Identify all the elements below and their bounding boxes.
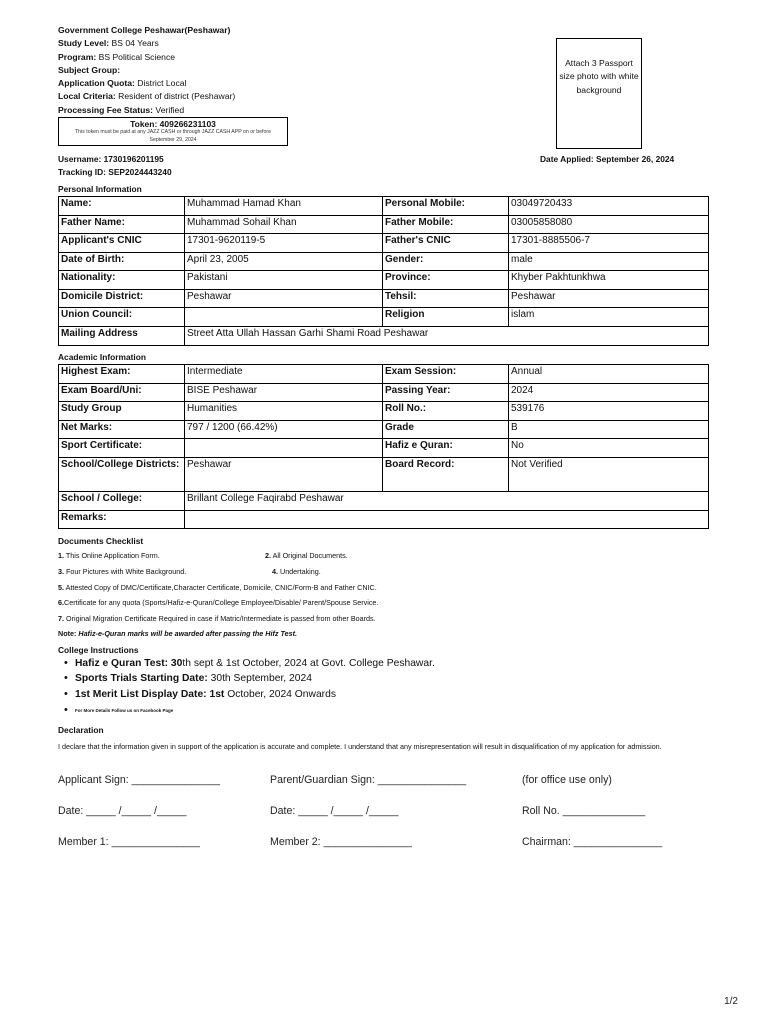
tracking-id: Tracking ID: SEP2024443240 [58,167,172,177]
cell-value: Peshawar [509,289,709,308]
cell-value: 797 / 1200 (66.42%) [185,420,383,439]
personal-info-title: Personal Information [58,184,142,194]
cell-value: Humanities [185,402,383,421]
cell-value: Not Verified [509,457,709,491]
table-row [59,491,709,510]
instruction-item: • 1st Merit List Display Date: 1st October, 2024 Onwards [75,688,336,701]
cell-value: 03049720433 [509,197,709,216]
cell-label: Father's CNIC [383,234,509,253]
cell-label: Nationality: [59,271,185,290]
cell-value: Annual [509,365,709,384]
cell-label: Passing Year: [383,383,509,402]
declaration-title: Declaration [58,725,104,735]
cell-label: Net Marks: [59,420,185,439]
school-college-value: Brillant College Faqirabd Peshawar [185,491,709,510]
table-row [59,420,709,439]
header-field-study-level: Study Level: BS 04 Years [58,38,159,49]
college-name: Government College Peshawar(Peshawar) [58,25,231,35]
cell-label: Father Name: [59,215,185,234]
cell-value: April 23, 2005 [185,252,383,271]
mailing-address-label: Mailing Address [59,326,185,345]
photo-placeholder: Attach 3 Passport size photo with white background [556,38,642,149]
cell-value: Peshawar [185,457,383,491]
cell-value: Intermediate [185,365,383,384]
cell-value: Khyber Pakhtunkhwa [509,271,709,290]
table-row [59,402,709,421]
declaration-text: I declare that the information given in support of the application is accurate and complete. I understand that any misrepresentation will result in disqualification of my application for admission. [58,742,662,751]
table-row [59,457,709,491]
table-row [59,197,709,216]
cell-value: 17301-9620119-5 [185,234,383,253]
checklist-item: 3. Four Pictures with White Background. [58,567,187,576]
school-college-label: School / College: [59,491,185,510]
cell-label: Sport Certificate: [59,439,185,458]
checklist-title: Documents Checklist [58,536,144,546]
cell-label: Applicant's CNIC [59,234,185,253]
cell-value: islam [509,308,709,327]
header-field-fee-status: Processing Fee Status: Verified [58,104,185,115]
cell-value: B [509,420,709,439]
cell-value [185,308,383,327]
table-row [59,365,709,384]
roll-no-line: Roll No. ______________ [522,805,646,817]
instructions-title: College Instructions [58,645,139,655]
checklist-item: 2. All Original Documents. [265,551,348,560]
cell-label: Personal Mobile: [383,197,509,216]
cell-label: Province: [383,271,509,290]
cell-value: BISE Peshawar [185,383,383,402]
username: Username: 1730196201195 [58,154,164,164]
cell-value: Peshawar [185,289,383,308]
cell-value: 03005858080 [509,215,709,234]
member1-line: Member 1: _______________ [58,836,200,848]
cell-label: Tehsil: [383,289,509,308]
header-field-program: Program: BS Political Science [58,51,176,62]
guardian-sign-line: Parent/Guardian Sign: _______________ [270,774,467,786]
remarks-value [185,510,709,528]
instruction-item: • Sports Trials Starting Date: 30th September, 2024 [75,672,312,685]
cell-label: School/College Districts: [59,457,185,491]
chairman-line: Chairman: _______________ [522,836,663,848]
cell-label: Hafiz e Quran: [383,439,509,458]
date-line-guardian: Date: _____ /_____ /_____ [270,805,399,817]
cell-label: Roll No.: [383,402,509,421]
header-field-local-criteria: Local Criteria: Resident of district (Peshawar) [58,91,236,102]
cell-value: Muhammad Sohail Khan [185,215,383,234]
academic-info-table [58,364,709,529]
personal-info-table [58,196,709,346]
instruction-item: • For More Details Follow us on Facebook Page [75,704,173,717]
cell-label: Union Council: [59,308,185,327]
cell-value [185,439,383,458]
table-row [59,252,709,271]
cell-value: 17301-8885506-7 [509,234,709,253]
cell-label: Domicile District: [59,289,185,308]
remarks-label: Remarks: [59,510,185,528]
cell-label: Religion [383,308,509,327]
cell-label: Highest Exam: [59,365,185,384]
checklist-item: 6.Certificate for any quota (Sports/Hafiz-e-Quran/College Employee/Disable/ Parent/Spouse Service. [58,598,379,607]
instruction-item: • Hafiz e Quran Test: 30th sept & 1st October, 2024 at Govt. College Peshawar. [75,657,435,670]
header-field-subject-group: Subject Group: [58,64,121,75]
checklist-item: 7. Original Migration Certificate Required in case if Matric/Intermediate is passed from other Boards. [58,614,376,623]
table-row [59,439,709,458]
cell-value: 2024 [509,383,709,402]
cell-value: No [509,439,709,458]
academic-info-title: Academic Information [58,352,146,362]
token-box [58,117,288,146]
cell-label: Grade [383,420,509,439]
checklist-note: Note: Hafiz-e-Quran marks will be awarded after passing the Hifz Test. [58,629,297,638]
member2-line: Member 2: _______________ [270,836,412,848]
header-info [58,24,235,117]
table-row [59,271,709,290]
table-row [59,308,709,327]
table-row [59,215,709,234]
mailing-address-value: Street Atta Ullah Hassan Garhi Shami Road Peshawar [185,326,709,345]
cell-label: Date of Birth: [59,252,185,271]
table-row [59,383,709,402]
checklist-item: 4. Undertaking. [272,567,321,576]
date-applied: Date Applied: September 26, 2024 [540,154,675,164]
cell-label: Exam Board/Uni: [59,383,185,402]
header-field-quota: Application Quota: District Local [58,78,187,89]
cell-label: Study Group [59,402,185,421]
table-row [59,326,709,345]
office-use-label: (for office use only) [522,774,612,786]
cell-label: Gender: [383,252,509,271]
cell-value: male [509,252,709,271]
checklist-item: 5. Attested Copy of DMC/Certificate,Character Certificate, Domicile, CNIC/Form-B and Father CNIC. [58,583,377,592]
cell-label: Name: [59,197,185,216]
table-row [59,234,709,253]
token-note: This token must be paid at any JAZZ CASH or through JAZZ CASH APP on or before September 29, 2024 [75,129,271,143]
cell-label: Board Record: [383,457,509,491]
page-number: 1/2 [724,996,738,1007]
table-row [59,510,709,528]
cell-value: Pakistani [185,271,383,290]
cell-value: 539176 [509,402,709,421]
cell-value: Muhammad Hamad Khan [185,197,383,216]
table-row [59,289,709,308]
checklist-item: 1. This Online Application Form. [58,551,160,560]
date-line-applicant: Date: _____ /_____ /_____ [58,805,187,817]
cell-label: Father Mobile: [383,215,509,234]
applicant-sign-line: Applicant Sign: _______________ [58,774,220,786]
token-title: Token: 409266231103 [130,119,216,129]
cell-label: Exam Session: [383,365,509,384]
